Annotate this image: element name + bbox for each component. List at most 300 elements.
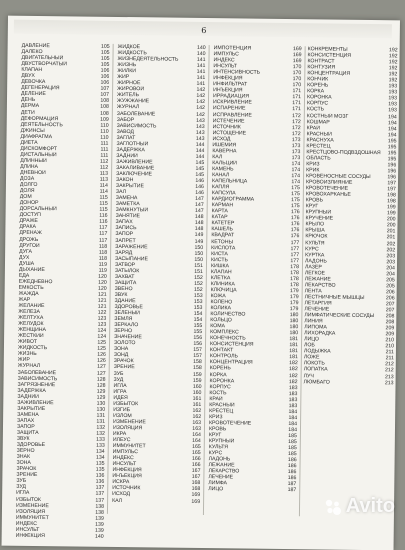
index-term: КАТЕТЕР <box>211 220 235 227</box>
index-page-ref: 174 <box>291 173 301 180</box>
index-page-ref: 195 <box>387 156 397 163</box>
index-term: ЗВУК <box>16 435 30 442</box>
page-number: 6 <box>201 25 207 36</box>
index-term: ИСКРА <box>112 479 130 486</box>
index-page-ref: 164 <box>192 437 201 445</box>
index-page-ref: 199 <box>386 210 396 217</box>
index-page-ref: 145 <box>195 159 205 166</box>
index-term: ИЗМЕНЕНИЕ <box>15 502 49 509</box>
index-term: ЗАДЕРЖКА <box>116 146 145 154</box>
index-page-ref: 160 <box>192 383 202 390</box>
index-page-ref: 161 <box>192 401 202 408</box>
index-term: КУЛЬТЯ <box>208 444 229 451</box>
index-page-ref: 141 <box>196 69 206 76</box>
index-page-ref: 173 <box>291 148 301 155</box>
index-page-ref: 124 <box>97 327 107 335</box>
watermark-text: Avito <box>345 495 395 517</box>
index-page-ref: 138 <box>95 509 104 516</box>
index-page-ref: 158 <box>193 365 202 372</box>
index-term: ИЗОЛЯЦИЯ <box>112 424 143 432</box>
index-page-ref: 179 <box>289 293 299 301</box>
index-term: КАПЕЛЬНИЦА <box>211 178 248 185</box>
index-term: КРИЗ <box>306 161 320 168</box>
index-term: ЛИНИЯ <box>304 318 323 325</box>
index-page-ref: 181 <box>289 336 299 343</box>
index-page-ref: 156 <box>193 335 203 342</box>
index-page-ref: 143 <box>195 129 205 136</box>
index-page-ref: 108 <box>100 104 109 111</box>
index-term: КРЕСТЦОВО-ПОДВЗДОШНАЯ <box>306 149 381 156</box>
index-page-ref: 130 <box>96 400 106 407</box>
index-term: ИНЪЕКЦИЯ <box>213 87 243 94</box>
index-term: ДВУСТВОРЧАТЫЙ <box>21 60 68 68</box>
index-term: ЖЕЛЕЗА <box>18 308 41 316</box>
index-term: КОНТРОЛЬ <box>209 353 238 360</box>
index-page-ref: 194 <box>388 113 397 120</box>
index-page-ref: 117 <box>99 231 108 238</box>
index-page-ref: 113 <box>99 170 109 177</box>
index-page-ref: 169 <box>292 52 302 59</box>
index-page-ref: 168 <box>191 486 201 493</box>
index-term: ИЗОЛЯЦИЯ <box>15 508 46 515</box>
index-term: ДОМ <box>19 193 32 201</box>
index-page-ref: 146 <box>195 183 204 191</box>
index-page-ref: 133 <box>96 436 105 443</box>
index-term: ДЕФОРМАЦИЯ <box>20 115 59 122</box>
index-page-ref: 192 <box>388 59 398 66</box>
index-page-ref: 116 <box>99 219 108 226</box>
index-term: ЖЕСТКИЙ <box>18 333 44 340</box>
index-term: ЛЕЧЕНИЕ <box>208 474 234 481</box>
index-page-ref: 120 <box>98 273 107 280</box>
index-page-ref: 124 <box>97 333 107 341</box>
index-page-ref: 193 <box>388 89 398 96</box>
index-page-ref: 144 <box>195 147 205 154</box>
index-term: КОРПУС <box>209 383 231 390</box>
index-page-ref: 208 <box>385 319 395 326</box>
index-term: ДЕЛЕНИЕ <box>21 91 46 98</box>
index-page-ref: 166 <box>191 456 201 463</box>
index-page-ref: 169 <box>292 58 302 65</box>
index-page-ref: 180 <box>289 324 299 331</box>
index-term: ЛЕТАРГИЯ <box>304 300 332 307</box>
index-term: ДНЕВНОЙ <box>20 169 46 177</box>
index-term: ДОЛГО <box>19 181 38 189</box>
index-page-ref: 207 <box>385 301 395 308</box>
index-term: КРУГ <box>305 203 319 210</box>
index-page-ref: 147 <box>195 202 204 209</box>
index-term: КЕТОНЫ <box>211 238 234 245</box>
index-term: ЗАБОР <box>116 116 135 123</box>
index-term: ЗАПАХ <box>115 219 133 226</box>
index-page-ref: 149 <box>194 238 204 245</box>
index-term: ДВИГАТЕЛЬНЫЙ <box>21 54 64 62</box>
index-term: ЗАПАХ <box>17 417 35 424</box>
index-term: ДЖИНСЫ <box>20 127 45 134</box>
index-page-ref: 120 <box>98 279 107 286</box>
index-page-ref: 183 <box>288 396 298 403</box>
index-page-ref: 179 <box>289 306 299 313</box>
index-page-ref: 110 <box>100 134 109 141</box>
index-page-ref: 137 <box>95 491 105 498</box>
index-term: ЛУЧ <box>303 372 314 379</box>
index-page-ref: 142 <box>196 111 205 118</box>
index-page-ref: 185 <box>288 445 297 452</box>
index-term: ДОНОР <box>19 199 39 207</box>
index-page-ref: 130 <box>96 406 106 413</box>
index-column-2 <box>112 44 206 505</box>
index-term: ДРОЖЬ <box>19 236 39 243</box>
index-page-ref: 212 <box>385 367 394 374</box>
index-page-ref: 151 <box>194 268 203 275</box>
index-page-ref: 183 <box>288 402 298 409</box>
index-term: КИСТА <box>211 250 228 257</box>
index-page-ref: 171 <box>292 94 302 101</box>
index-term: КРОВЕНОСНЫЕ СОСУДЫ <box>306 173 371 181</box>
index-term: ЖЕЛУДОК <box>18 320 44 328</box>
index-page-ref: 170 <box>292 82 302 89</box>
index-term: ИСТЕЧЕНИЕ <box>212 117 245 125</box>
index-page-ref: 212 <box>385 361 394 368</box>
index-term: ЗАМЕТКА <box>115 201 140 208</box>
index-term: ИНДЕКС <box>15 520 38 527</box>
index-page-ref: 185 <box>288 439 297 446</box>
index-page-ref: 170 <box>292 76 302 83</box>
index-term: ЗАМКНУТЫЙ <box>115 207 149 214</box>
index-page-ref: 206 <box>385 295 395 302</box>
index-page-ref: 107 <box>100 92 110 99</box>
index-page-ref: 186 <box>287 463 297 470</box>
index-page-ref: 210 <box>385 343 395 350</box>
index-term: ИЛЕУС <box>112 436 131 444</box>
index-term: ЖИРОВОЙ <box>117 86 145 93</box>
index-page-ref: 141 <box>196 63 206 70</box>
index-term: ЗАПРЕТ <box>115 237 136 244</box>
index-term: ЗВУК <box>114 291 128 299</box>
index-term: ЛИЦО <box>304 336 320 343</box>
index-term: ДУГА <box>19 248 32 255</box>
index-page-ref: 121 <box>97 291 107 298</box>
index-page-ref: 187 <box>287 481 297 488</box>
index-term: ИНЪЕКЦИЯ <box>112 473 142 480</box>
index-page-ref: 173 <box>291 136 301 143</box>
index-page-ref: 160 <box>192 389 202 396</box>
index-page-ref: 193 <box>388 83 398 90</box>
index-term: ЗЕМЛЯ <box>114 316 133 323</box>
index-page-ref: 111 <box>100 146 109 153</box>
index-page-ref: 176 <box>290 221 300 228</box>
index-term: ДЛИНА <box>20 163 39 170</box>
index-term: ДРАКА <box>19 224 37 231</box>
index-page-ref: 178 <box>290 275 299 282</box>
index-page-ref: 147 <box>194 208 204 215</box>
index-term: ДРАЖЕ <box>19 218 38 225</box>
index-page-ref: 112 <box>99 158 109 165</box>
index-term: КРЮЧОК <box>305 233 328 240</box>
index-term: ИНСУЛЬТ <box>213 63 238 70</box>
index-page-ref: 210 <box>385 337 395 344</box>
index-term: КЛЕТКА <box>210 274 231 282</box>
index-term: КАЛ <box>112 497 123 504</box>
index-term: КОРОНКА <box>306 94 332 101</box>
index-term: ЛОДЫЖКА <box>303 348 331 355</box>
index-page-ref: 177 <box>290 239 300 246</box>
index-term: ИНФИЛЬТРАТ <box>213 81 248 88</box>
index-page-ref: 181 <box>289 354 298 361</box>
index-page-ref: 175 <box>291 191 300 198</box>
index-page-ref: 195 <box>387 144 397 151</box>
index-page-ref: 132 <box>96 430 105 437</box>
index-page-ref: 111 <box>100 140 109 147</box>
index-page-ref: 142 <box>196 99 206 106</box>
index-term: КВАДРАТ <box>211 232 235 239</box>
index-page-ref: 126 <box>97 352 106 359</box>
index-page-ref: 144 <box>195 141 205 148</box>
index-page-ref: 201 <box>386 228 396 235</box>
avito-logo-icon <box>324 498 342 516</box>
index-term: ОБЛАСТЬ <box>306 155 331 162</box>
index-page-ref: 186 <box>287 457 297 464</box>
index-term: ЗАКЛЮЧЕНИЕ <box>116 170 153 178</box>
index-term: ЗАКОН <box>115 176 134 184</box>
index-page-ref: 213 <box>384 373 394 380</box>
index-term: ЗАДНИЙ <box>17 393 39 400</box>
index-page-ref: 135 <box>95 466 105 474</box>
index-term: ЗНАК <box>16 453 31 461</box>
index-term: КОНСИСТЕНЦИЯ <box>307 52 352 59</box>
index-term: КОНТАКТ <box>209 347 234 354</box>
index-page-ref: 106 <box>100 67 110 75</box>
index-page-ref: 175 <box>291 197 300 204</box>
index-term: КАМЕНЬ <box>212 166 234 173</box>
index-page-ref: 153 <box>193 292 203 299</box>
index-term: ЛАЗЕР <box>304 263 322 271</box>
index-page-ref: 184 <box>288 420 298 428</box>
index-term: КАШЕЛЬ <box>211 226 233 233</box>
index-term: КАПСУЛА <box>211 190 236 197</box>
index-term: ЗАДНИЙ <box>116 152 138 160</box>
index-term: ЗОНА <box>113 346 129 353</box>
index-page-ref: 148 <box>194 214 204 221</box>
index-page-ref: 171 <box>292 106 301 113</box>
index-page-ref: 115 <box>99 207 108 214</box>
index-term: ИМПОТЕНЦИЯ <box>213 45 252 52</box>
index-term: КОШМАР <box>306 118 330 126</box>
index-page-ref: 162 <box>192 407 202 414</box>
index-page-ref: 136 <box>95 479 105 486</box>
index-page-ref: 198 <box>387 198 396 205</box>
index-page-ref: 203 <box>386 252 396 259</box>
index-term: ЗАЖИВЛЕНИЕ <box>17 399 54 406</box>
index-page-ref: 150 <box>194 244 204 251</box>
index-term: КОНЕЧНОСТЬ <box>210 335 246 342</box>
index-page-ref: 110 <box>100 128 109 135</box>
index-page-ref: 129 <box>96 388 106 395</box>
index-page-ref: 209 <box>385 331 395 338</box>
index-term: КОРПУС <box>306 100 329 107</box>
index-term: ИСХОД <box>112 491 131 498</box>
index-page-ref: 118 <box>98 255 108 262</box>
index-page-ref: 182 <box>289 366 298 373</box>
index-page-ref: 197 <box>387 180 397 187</box>
index-page-ref: 173 <box>291 154 301 162</box>
index-page-ref: 139 <box>95 515 104 522</box>
index-page-ref: 204 <box>386 264 395 272</box>
index-page-ref: 105 <box>100 61 110 68</box>
index-page-ref: 196 <box>387 162 397 169</box>
index-term: ЛОКОТЬ <box>303 360 325 367</box>
index-page-ref: 118 <box>98 243 108 250</box>
index-term: ЖЕЛТУХА <box>18 314 44 322</box>
index-term: ИНДЕКС <box>213 57 235 64</box>
index-term: ЗРЕНИЕ <box>16 472 38 479</box>
index-term: КОНКРЕМЕНТЫ <box>307 46 348 53</box>
index-term: ДОСТУП <box>19 212 41 219</box>
index-term: ЗАГЛАТ <box>116 134 136 141</box>
index-page-ref: 138 <box>95 503 105 510</box>
index-term: ДЕНЬ <box>20 97 36 104</box>
index-term: ЗНАЧЕНИЕ <box>114 334 142 341</box>
index-term: ИШЕМИЯ <box>212 141 237 149</box>
index-page-ref: 133 <box>96 442 105 449</box>
index-term: КАЛЬЦИЙ <box>212 160 237 167</box>
index-term: ЛАДОНЬ <box>208 456 231 463</box>
index-page-ref: 152 <box>194 280 203 287</box>
index-page-ref: 192 <box>388 71 398 78</box>
index-term: ИНФЕКЦИЯ <box>213 75 243 82</box>
index-page-ref: 197 <box>387 186 396 193</box>
index-term: ИНСУЛЬТ <box>15 526 40 533</box>
index-term: ИСПРАВЛЕНИЕ <box>212 111 252 119</box>
index-page-ref: 125 <box>97 340 107 347</box>
index-page-ref: 110 <box>100 122 109 129</box>
index-page-ref: 199 <box>387 204 396 211</box>
index-page-ref: 158 <box>193 359 202 366</box>
index-term: ЛИМФАТИЧЕСКИЕ СОСУДЫ <box>304 312 375 320</box>
index-term: ДУХ <box>19 254 30 261</box>
index-term: ДЕТИ <box>20 109 35 116</box>
index-term: ДИСТАЛЬНЫЙ <box>20 151 57 159</box>
index-term: КУЛЬТЯ <box>305 239 325 246</box>
index-term: ИГРА <box>113 388 127 395</box>
index-page-ref: 166 <box>191 462 201 469</box>
index-page-ref: 204 <box>386 270 395 278</box>
index-term: КАПЛЯ <box>211 184 230 191</box>
index-term: КАЛ <box>212 153 223 161</box>
index-term: КИШКА <box>210 262 230 270</box>
index-page-ref: 157 <box>193 353 202 360</box>
index-page-ref: 181 <box>289 348 298 355</box>
index-term: ЗАБОЛЕВАНИЕ <box>17 369 57 376</box>
index-term: КРЕСТЕЦ <box>209 407 234 415</box>
index-page-ref: 152 <box>193 286 203 293</box>
index-term: ИНФЕКЦИЯ <box>15 532 45 539</box>
index-page-ref: 172 <box>291 124 301 131</box>
index-term: ЗАПИСЬ <box>115 225 137 232</box>
index-term: ИНФЕКЦИЯ <box>112 467 142 474</box>
index-page-ref: 156 <box>193 341 203 348</box>
index-page-ref: 150 <box>194 250 204 257</box>
index-page-ref: 176 <box>290 227 300 234</box>
index-term: ЗАЛ <box>115 189 127 196</box>
index-term: ДЫХАНИЕ <box>18 266 45 273</box>
index-page-ref: 170 <box>292 64 302 71</box>
index-term: ЗАБОЛЕВАНИЕ <box>116 110 156 117</box>
index-page-ref: 177 <box>290 251 300 258</box>
index-page-ref: 200 <box>386 216 396 223</box>
index-page-ref: 169 <box>191 498 201 505</box>
index-page-ref: 148 <box>194 226 204 233</box>
index-page-ref: 202 <box>386 246 396 253</box>
index-term: ЛЕЧЕНИЕ <box>304 306 330 313</box>
index-page-ref: 146 <box>195 190 204 197</box>
index-term: ИЗГИБ <box>113 406 131 413</box>
index-term: КОНТУЗИЯ <box>307 64 336 71</box>
index-term: ЗВЕНО <box>114 285 133 293</box>
index-page-ref: 172 <box>292 112 301 119</box>
index-page-ref: 165 <box>191 450 201 457</box>
index-page-ref: 105 <box>100 43 110 50</box>
index-term: КОНЧИК <box>307 76 329 83</box>
index-term: ИРРАДИАЦИЯ <box>213 93 250 100</box>
index-term: КРУПНЫЙ <box>208 438 235 445</box>
index-page-ref: 206 <box>385 289 395 296</box>
index-page-ref: 171 <box>292 88 302 95</box>
index-term: ЖАЖДА <box>18 290 39 297</box>
index-term: ЛИМФА <box>208 480 228 487</box>
index-page-ref: 146 <box>195 177 205 185</box>
index-term: ИЗМЕНЕНИЕ <box>113 418 146 426</box>
index-term: ИМПУЛЬС <box>213 51 239 58</box>
index-term: ЛЕНТА <box>304 288 322 295</box>
index-term: ЗАПОР <box>115 231 134 238</box>
index-page-ref: 192 <box>388 77 398 84</box>
index-column-1 <box>16 43 110 540</box>
index-page-ref: 171 <box>292 100 301 107</box>
index-page-ref: 116 <box>99 213 108 220</box>
index-page-ref: 195 <box>387 150 397 157</box>
index-term: ЗЕРНО <box>114 328 133 335</box>
index-page-ref: 105 <box>100 55 110 62</box>
index-page-ref: 154 <box>193 310 203 318</box>
index-term: КРЫША <box>305 227 325 234</box>
index-term: КАРДИОГРАММА <box>211 196 255 203</box>
index-page-ref: 141 <box>196 57 206 64</box>
index-term: ИЗБЫТОК <box>113 400 139 407</box>
index-page-ref: 185 <box>287 451 297 458</box>
index-term: КРАЙ <box>306 124 321 132</box>
index-term: КРАСНУХА <box>306 136 334 144</box>
index-page-ref: 167 <box>191 468 201 475</box>
index-term: ДОРСАЛЬНЫЙ <box>19 206 57 213</box>
index-term: КЛЮЧИЦА <box>210 286 237 294</box>
index-term: ЛИПОМА <box>304 324 327 331</box>
index-page-ref: 115 <box>99 194 108 202</box>
index-term: ЕМКОСТЬ <box>18 284 44 291</box>
index-page-ref: 120 <box>97 285 107 292</box>
index-page-ref: 193 <box>388 95 398 102</box>
index-page-ref: 140 <box>94 533 104 540</box>
index-page-ref: 118 <box>98 249 108 256</box>
index-page-ref: 159 <box>192 377 202 384</box>
index-page-ref: 182 <box>288 378 298 385</box>
index-term: ЗРАЧОК <box>16 466 37 473</box>
index-page-ref: 144 <box>195 153 205 160</box>
index-term: КИСТЬ <box>211 256 228 263</box>
index-page-ref: 159 <box>192 371 202 378</box>
index-term: ЛЕГКОЕ <box>304 269 326 277</box>
index-term: ЗАКАЛИВАНИЕ <box>116 164 155 172</box>
